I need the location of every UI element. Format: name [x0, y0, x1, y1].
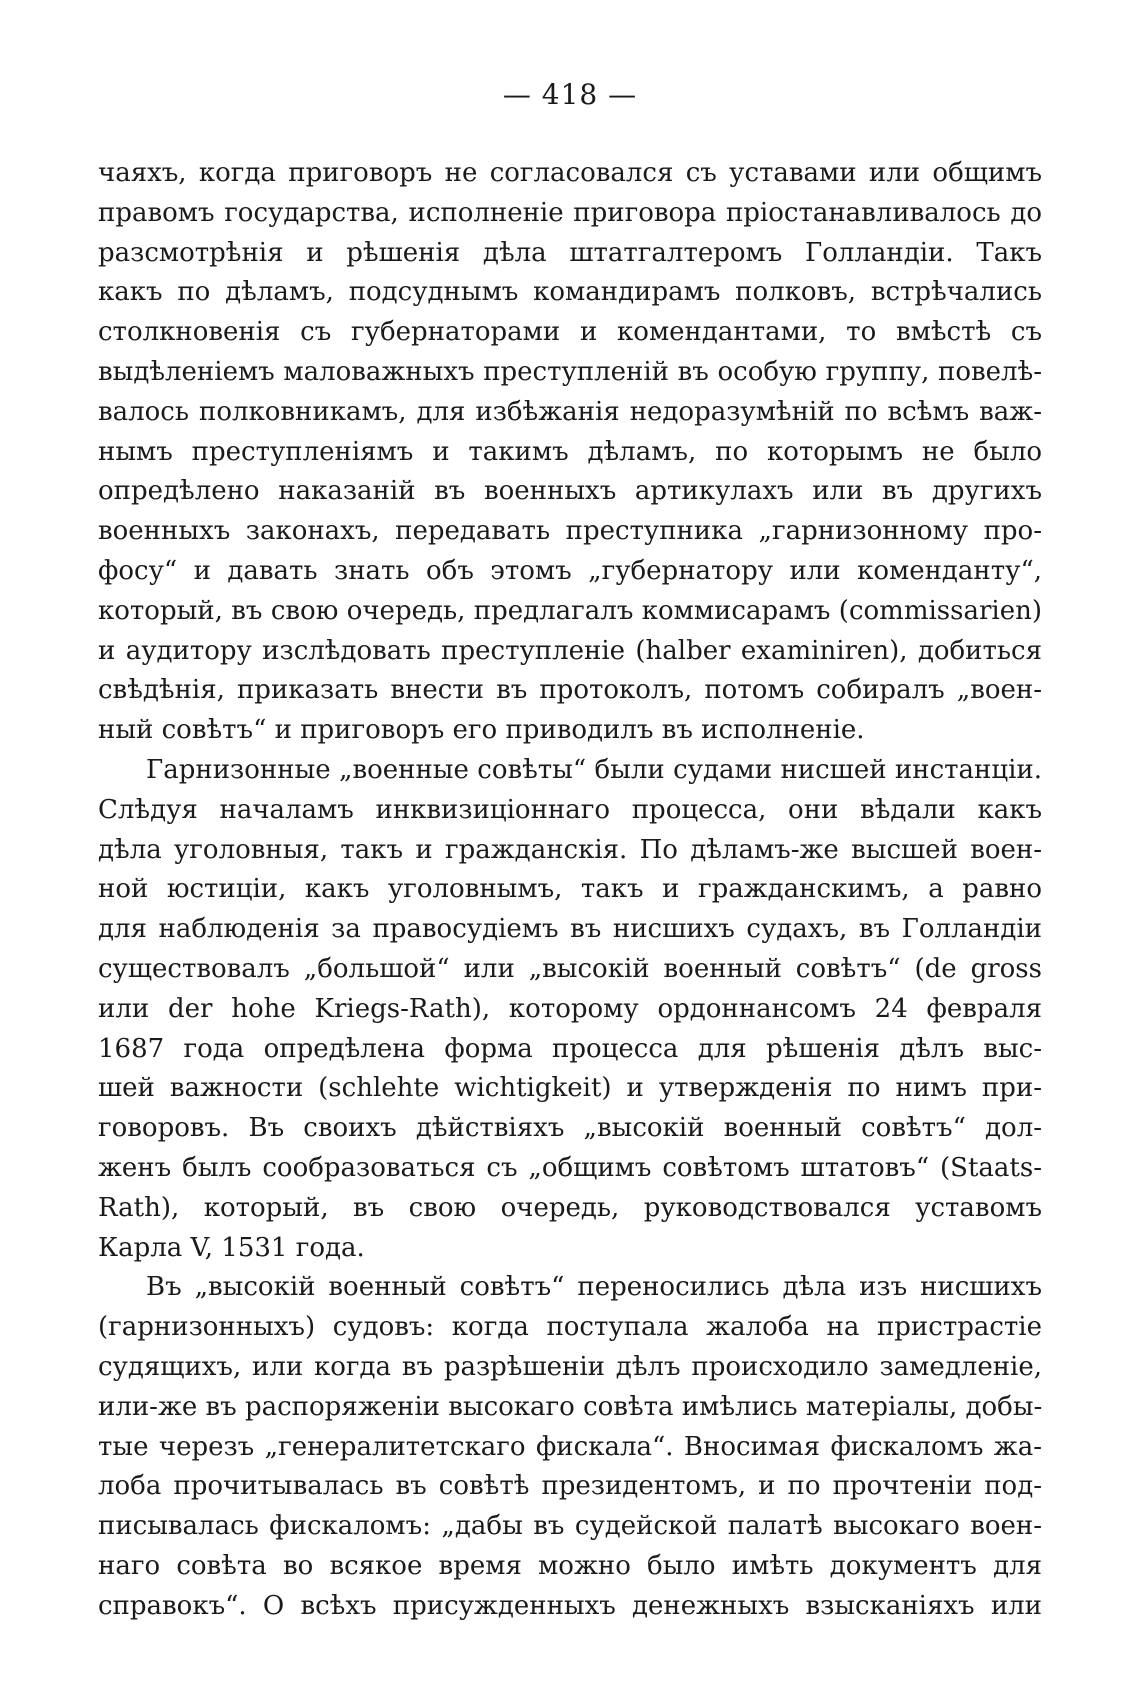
- text-line: фосу“ и давать знать объ этомъ „губернатору или коменданту“,: [98, 555, 1042, 586]
- text-line: шей важности (schlehte wichtigkeit) и утвержденія по нимъ при-: [98, 1073, 1042, 1104]
- text-line: существовалъ „большой“ или „высокій военный совѣтъ“ (de gross: [98, 953, 1042, 984]
- text-line: справокъ“. О всѣхъ присужденныхъ денежныхъ взысканіяхъ или: [98, 1590, 1042, 1621]
- text-line: или der hohe Kriegs-Rath), которому ордоннансомъ 24 февраля: [98, 993, 1042, 1024]
- text-line: ной юстиціи, какъ уголовнымъ, такъ и гражданскимъ, а равно: [98, 874, 1042, 905]
- text-line: лоба прочитывалась въ совѣтѣ президентомъ, и по прочтеніи под-: [98, 1471, 1042, 1502]
- text-line: Гарнизонные „военные совѣты“ были судами нисшей инстанціи.: [146, 754, 1042, 785]
- text-line: говоровъ. Въ своихъ дѣйствіяхъ „высокій военный совѣтъ“ дол-: [98, 1113, 1042, 1144]
- text-line: Въ „высокій военный совѣтъ“ переносились дѣла изъ нисшихъ: [146, 1272, 1042, 1303]
- text-line: или-же въ распоряженіи высокаго совѣта имѣлись матеріалы, добы-: [98, 1391, 1042, 1422]
- text-line: 1687 года опредѣлена форма процесса для рѣшенія дѣлъ выс-: [98, 1033, 1042, 1064]
- text-line: женъ былъ сообразоваться съ „общимъ совѣтомъ штатовъ“ (Staats-: [98, 1152, 1042, 1183]
- text-line: (гарнизонныхъ) судовъ: когда поступала жалоба на пристрастіе: [98, 1312, 1042, 1343]
- text-line: который, въ свою очередь, предлагалъ коммисарамъ (commissarien): [98, 595, 1042, 626]
- body-text: [98, 154, 1042, 1626]
- text-line: чаяхъ, когда приговоръ не согласовался съ уставами или общимъ: [98, 158, 1042, 188]
- text-line: писывалась фискаломъ: „дабы въ судейской палатѣ высокаго воен-: [98, 1511, 1042, 1542]
- text-line: столкновенія съ губернаторами и комендантами, то вмѣстѣ съ: [98, 317, 1042, 348]
- text-line: свѣдѣнія, приказать внести въ протоколъ, потомъ собиралъ „воен-: [98, 675, 1042, 706]
- text-line: опредѣлено наказаній въ военныхъ артикулахъ или въ другихъ: [98, 476, 1042, 507]
- text-line: выдѣленіемъ маловажныхъ преступленій въ особую группу, повелѣ-: [98, 356, 1042, 387]
- text-line: наго совѣта во всякое время можно было имѣть документъ для: [98, 1550, 1042, 1581]
- page-number: — 418 —: [502, 78, 638, 111]
- text-line: Rath), который, въ свою очередь, руководствовался уставомъ: [98, 1192, 1042, 1223]
- text-line: разсмотрѣнія и рѣшенія дѣла штатгалтеромъ Голландіи. Такъ: [98, 237, 1042, 268]
- text-line: военныхъ законахъ, передавать преступника „гарнизонному про-: [98, 516, 1042, 547]
- text-line: правомъ государства, исполненіе приговора пріостанавливалось до: [98, 197, 1042, 228]
- text-line: дѣла уголовныя, такъ и гражданскія. По дѣламъ-же высшей воен-: [98, 834, 1042, 865]
- text-line: валось полковникамъ, для избѣжанія недоразумѣній по всѣмъ важ-: [98, 396, 1042, 427]
- paragraph: [98, 751, 1042, 1268]
- text-line: и аудитору изслѣдовать преступленіе (halber examiniren), добиться: [98, 635, 1042, 666]
- text-line: судящихъ, или когда въ разрѣшеніи дѣлъ происходило замедленіе,: [98, 1351, 1042, 1382]
- text-line: тые черезъ „генералитетскаго фискала“. Вносимая фискаломъ жа-: [98, 1431, 1042, 1462]
- text-line: Карла V, 1531 года.: [98, 1232, 365, 1263]
- paragraph: [98, 154, 1042, 751]
- paragraph: [98, 1268, 1042, 1626]
- text-line: ный совѣтъ“ и приговоръ его приводилъ въ исполненіе.: [98, 715, 865, 746]
- text-line: Слѣдуя началамъ инквизиціоннаго процесса, они вѣдали какъ: [98, 794, 1042, 825]
- text-line: для наблюденія за правосудіемъ въ нисшихъ судахъ, въ Голландіи: [98, 914, 1042, 945]
- text-line: какъ по дѣламъ, подсуднымъ командирамъ полковъ, встрѣчались: [98, 277, 1042, 308]
- text-line: нымъ преступленіямъ и такимъ дѣламъ, по которымъ не было: [98, 436, 1042, 467]
